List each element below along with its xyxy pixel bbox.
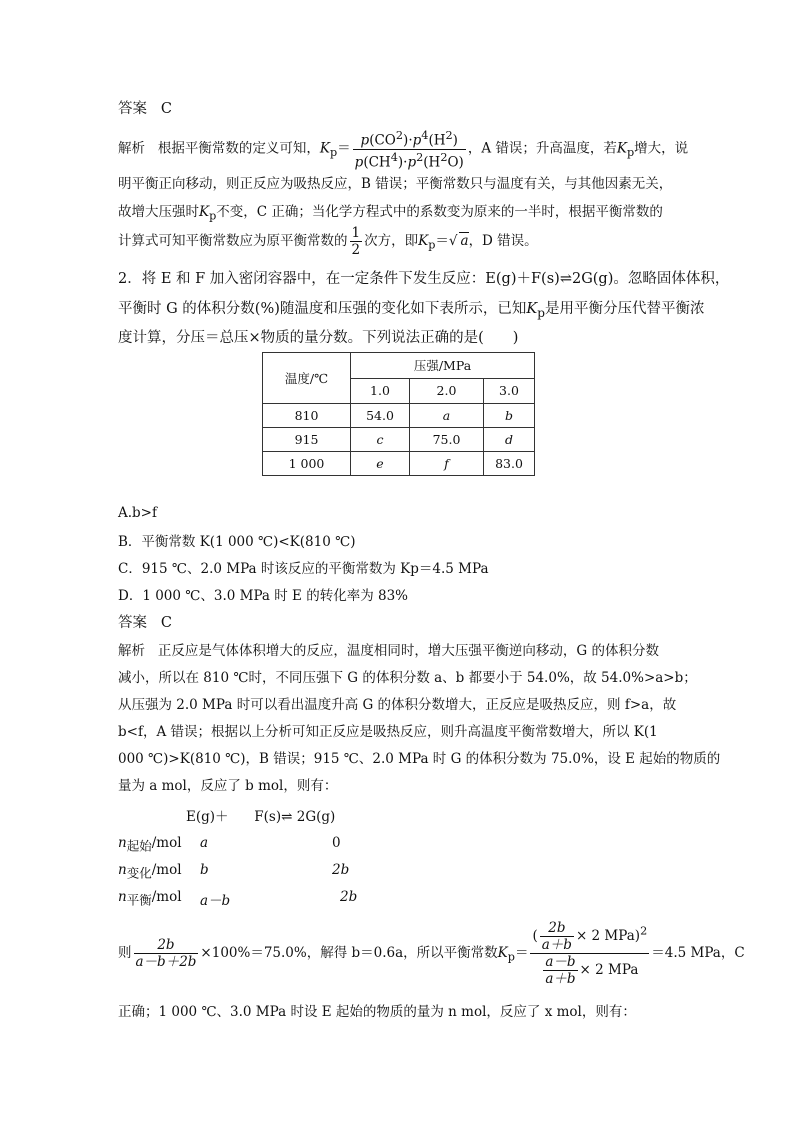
header-pressure: 压强/MPa bbox=[351, 353, 535, 379]
option-c: C．915 ℃、2.0 MPa 时该反应的平衡常数为 Kp＝4.5 MPa bbox=[118, 561, 489, 577]
analysis-2-line-4: b<f，A 错误；根据以上分析可知正反应是吸热反应，则升高温度平衡常数增大，所以 K(1 bbox=[118, 724, 658, 740]
table-row: 915 c 75.0 d bbox=[263, 428, 535, 452]
calc-line: 则 $\frac{2b}{a-b+2b}$ ×100%＝75.0%，解得 b＝0.6a，所以平衡常数$K_p=$ ( $\frac{2b}{a+b}$ × 2 MPa)$^2$ $\frac{a-b}{a+b}$ × 2 MPa ＝4.5 MPa，C bbox=[118, 920, 745, 987]
analysis-1-line-4: 计算式可知平衡常数应为原平衡常数的 $\frac{1}{2}$ 次方，即$K_p=√$ a，D 错误。 bbox=[118, 225, 538, 258]
data-table bbox=[262, 352, 535, 476]
question-2-line-2: 平衡时 G 的体积分数(%)随温度和压强的变化如下表所示，已知$K_p$是用平衡分压代替平衡浓 bbox=[118, 301, 705, 320]
pressure-2: 2.0 bbox=[410, 378, 484, 404]
analysis-2-line-6: 量为 a mol，反应了 b mol，则有： bbox=[118, 778, 338, 794]
table-row: 810 54.0 a b bbox=[263, 404, 535, 428]
analysis-1-line-3: 故增大压强时$K_p$不变，C 正确；当化学方程式中的系数变为原来的一半时，根据平衡常数的 bbox=[118, 204, 663, 223]
analysis-2-line-2: 减小，所以在 810 ℃时，不同压强下 G 的体积分数 a、b 都要小于 54.0%，故 54.0%>a>b； bbox=[118, 670, 697, 686]
question-2-line-3: 度计算，分压＝总压×物质的量分数。下列说法正确的是( ) bbox=[118, 330, 519, 346]
final-line: 正确；1 000 ℃、3.0 MPa 时设 E 起始的物质的量为 n mol，反应了 x mol，则有： bbox=[118, 1004, 636, 1020]
table-row: 1 000 e f 83.0 bbox=[263, 452, 535, 476]
analysis-2-line-3: 从压强为 2.0 MPa 时可以看出温度升高 G 的体积分数增大，正反应是吸热反应，则 f>a，故 bbox=[118, 697, 677, 713]
pressure-3: 3.0 bbox=[484, 378, 535, 404]
analysis-1-line-1: 解析 根据平衡常数的定义可知，$K_p=$ $\frac{p(CO^2)\cdot p^4(H^2)}{p(CH^4)\cdot p^2(H^2O)}$ ，A 错误；升高温度，若$K_p$增大，说 bbox=[118, 129, 689, 170]
analysis-1-line-2: 明平衡正向移动，则正反应为吸热反应，B 错误；平衡常数只与温度有关，与其他因素无关， bbox=[118, 176, 673, 192]
option-a: A.b>f bbox=[118, 505, 157, 521]
answer-2: 答案 C bbox=[118, 615, 172, 631]
option-d: D．1 000 ℃、3.0 MPa 时 E 的转化率为 83% bbox=[118, 588, 408, 604]
analysis-2-line-5: 000 ℃)>K(810 ℃)，B 错误；915 ℃、2.0 MPa 时 G 的体积分数为 75.0%，设 E 起始的物质的 bbox=[118, 751, 721, 767]
analysis-2-line-1: 解析 正反应是气体体积增大的反应，温度相同时，增大压强平衡逆向移动，G 的体积分数 bbox=[118, 643, 659, 659]
equation-header: E(g)＋ F(s)⇌ 2G(g) bbox=[186, 809, 336, 825]
answer-1: 答案 C bbox=[118, 101, 172, 117]
option-b: B．平衡常数 K(1 000 ℃)<K(810 ℃) bbox=[118, 534, 356, 550]
header-temp: 温度/℃ bbox=[263, 353, 351, 404]
pressure-1: 1.0 bbox=[351, 378, 410, 404]
question-2-line-1: 2．将 E 和 F 加入密闭容器中，在一定条件下发生反应：E(g)＋F(s)⇌2G(g)。忽略固体体积， bbox=[118, 271, 730, 287]
